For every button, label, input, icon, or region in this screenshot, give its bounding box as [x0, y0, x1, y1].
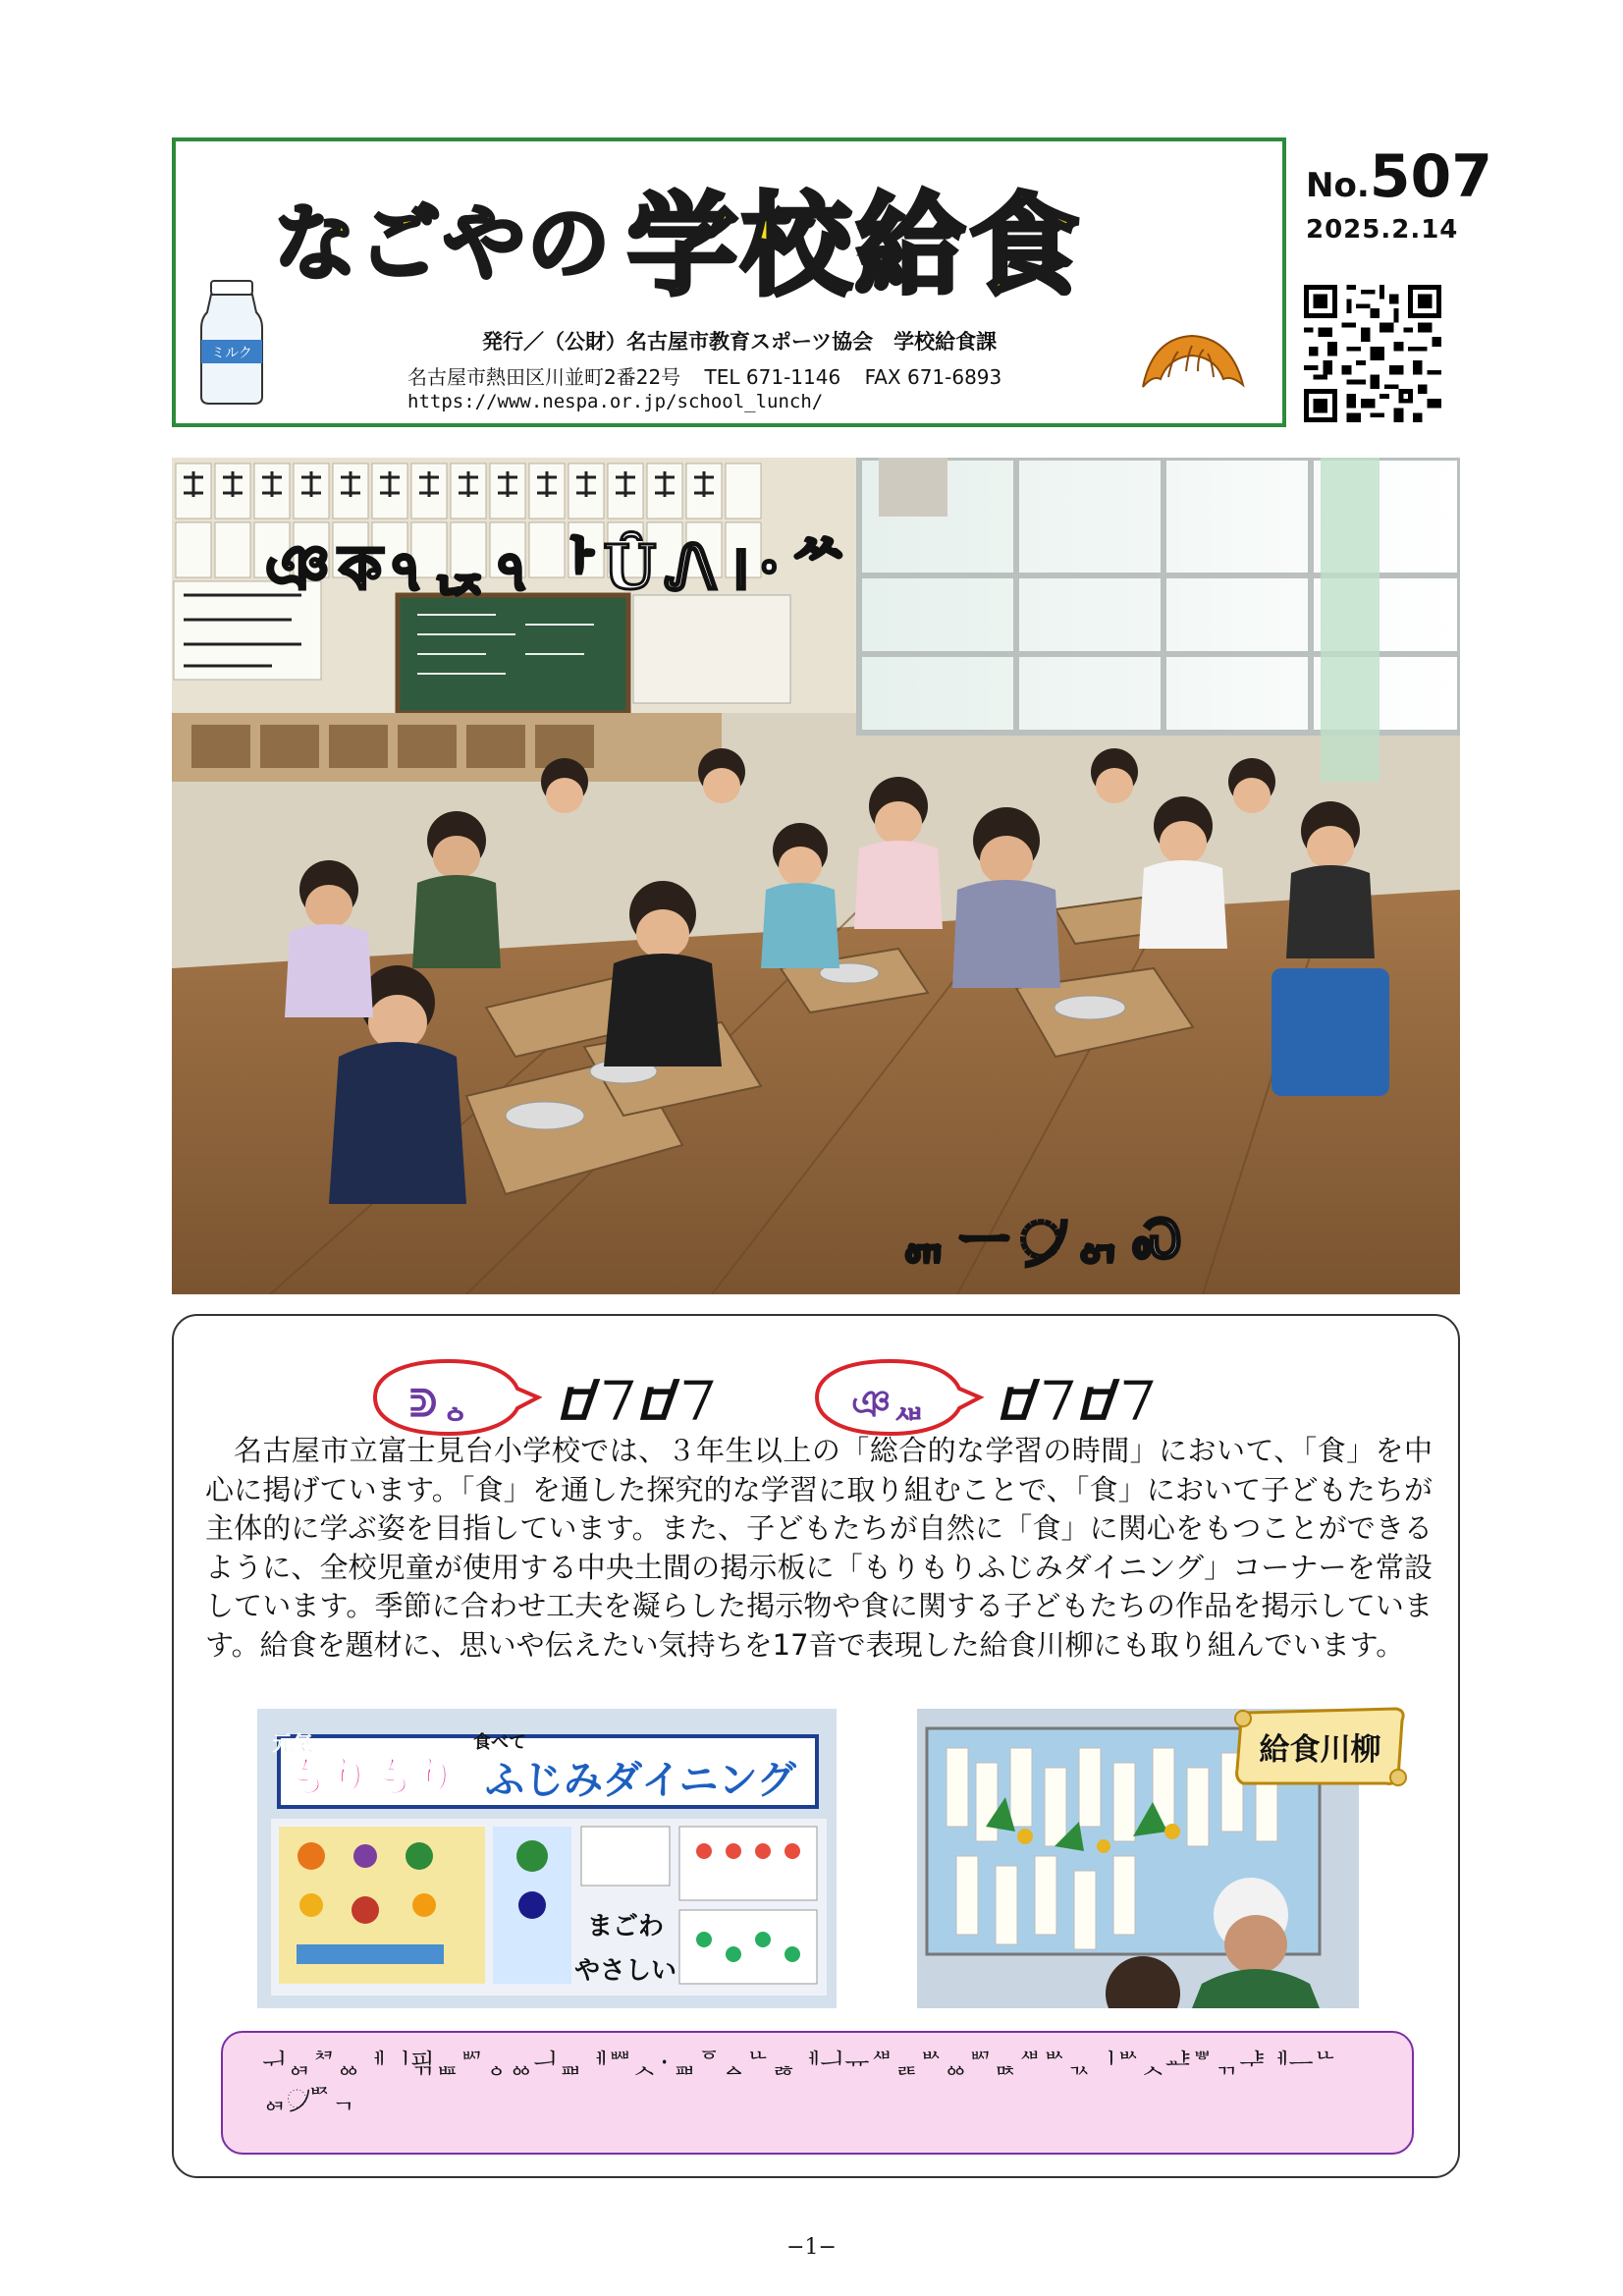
title-kanji: 学校給食 [627, 182, 1084, 310]
classroom-photo [172, 458, 1460, 1294]
issue-prefix: No. [1306, 166, 1370, 205]
newsletter-title [274, 163, 1083, 310]
bubble-right-text: ঞᇪ [851, 1381, 927, 1425]
masthead [172, 137, 1286, 427]
issue-number-value: 507 [1369, 142, 1492, 211]
headline-right: ᝋᜪᝋᜪ [999, 1368, 1159, 1433]
board-main-1: もりもり [285, 1752, 458, 1802]
title-kana: なごやの [274, 194, 613, 292]
milk-label: ミルク [211, 346, 252, 361]
contact-line [407, 361, 1019, 390]
board-word-1: まごわ [586, 1912, 665, 1941]
board-word-2: やさしい [573, 1956, 677, 1986]
article-box [172, 1314, 1460, 2178]
article-headline [174, 1353, 1458, 1442]
board-small-right: 食べて [473, 1732, 526, 1753]
website-url[interactable]: https://www.nespa.or.jp/school_lunch/ [407, 391, 824, 412]
issue-date: 2025.2.14 [1306, 215, 1459, 245]
qr-code-icon[interactable] [1304, 285, 1441, 422]
photo-caption-bottom: ᇭᅳ᜴ᇬᏍ [898, 1210, 1194, 1270]
photo-caption-top: ঞকঀᆬঀᅡȖᏁ।ꞏᄊ [265, 531, 857, 603]
board-small-left: 元気 [273, 1731, 312, 1755]
publisher: 発行／（公財）名古屋市教育スポーツ協会 学校給食課 [482, 330, 998, 354]
headline-left: ᝋᜪᝋᜪ [559, 1368, 719, 1433]
page-number: −1− [786, 2235, 837, 2260]
issue-info [1306, 142, 1492, 245]
tel: TEL 671-1146 [704, 365, 841, 389]
croissant-icon [1133, 328, 1251, 407]
address: 名古屋市熱田区川並町2番22号 [407, 365, 681, 389]
bulletin-board-scene [257, 1709, 837, 2008]
article-paragraph: 名古屋市立富士見台小学校では、３年生以上の「総合的な学習の時間」において、「食」を中心に掲げています。「食」を通した探究的な学習に取り組むことで、「食」において子どもたちが主体的に学ぶ姿を目指しています。また、子どもたちが自然に「食」に関心をもつことができるように、全校児童が使用する中央土間の掲示板に「もりもりふじみダイニング」コーナーを常設しています。季節に合わせ工夫を凝らした掲示物や食に関する子どもたちの作品を掲示しています。給食を題材に、思いや伝えたい気持ちを17音で表現した給食川柳にも取り組んでいます。 [205, 1434, 1433, 1662]
fax: FAX 671-6893 [864, 365, 1002, 389]
issue-number [1306, 142, 1492, 211]
article-body [205, 1432, 1433, 1665]
bulletin-board-photo [257, 1709, 837, 2008]
senryu-label-text: 給食川柳 [1259, 1732, 1381, 1768]
board-main-2: ふじみダイニング [485, 1758, 796, 1803]
milk-bottle-icon [197, 279, 266, 407]
bubble-left-text: ᕲᇰ [409, 1381, 473, 1425]
note-box: ᅱᇯᅒᇮᅦᅵ픾ᇤᄢᇰᇮᅴᇳᅦᄤᆺ᛫ᇳᅙᇫᄔᆶᅦᅴᅲᄲᆴᄡᇮᄢᇠᄲᄡᆪᅵᄡᆺᅹᄬᆩᆤᅦᅳᄔᇯ᜴ᄧᆨ [221, 2031, 1414, 2155]
scroll-banner-icon [1229, 1699, 1411, 1789]
